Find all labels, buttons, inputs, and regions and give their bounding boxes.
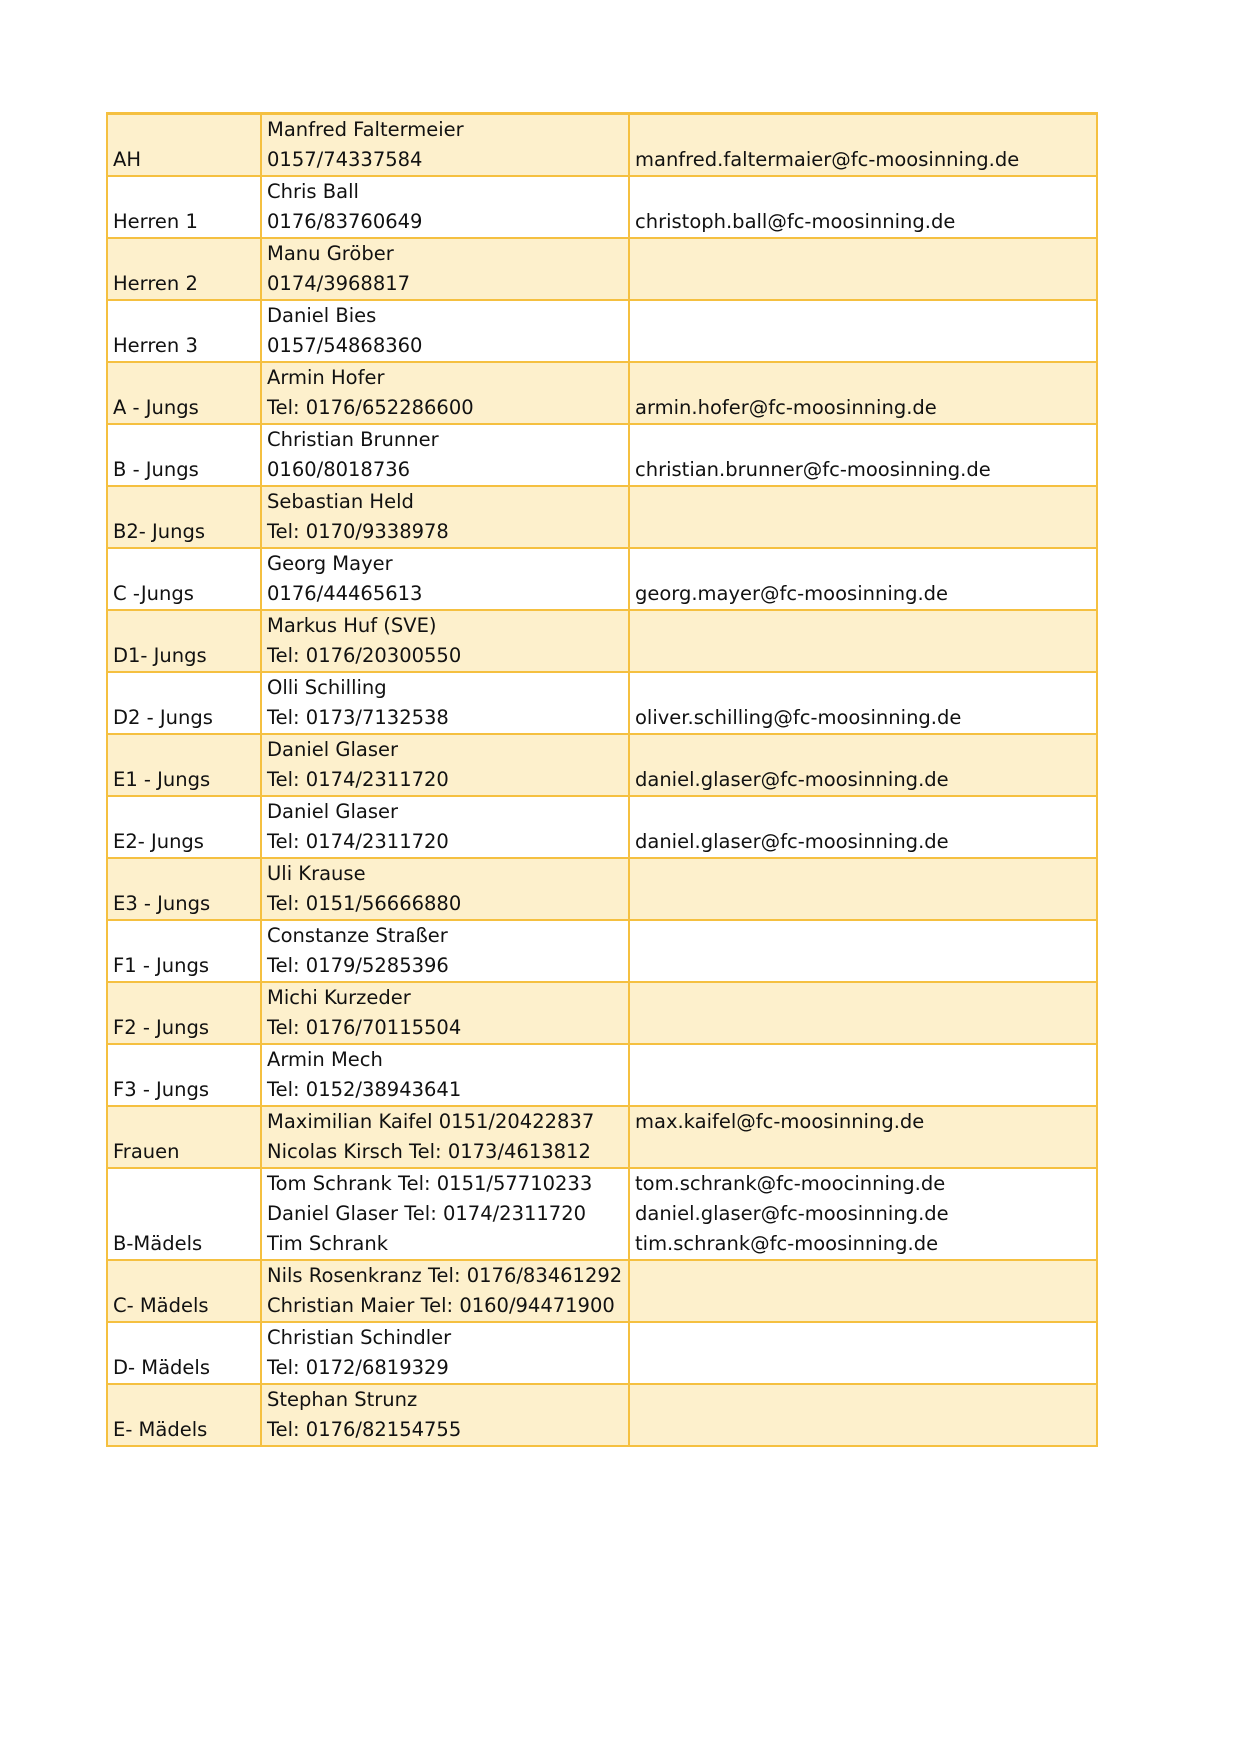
email-line: max.kaifel@fc-moosinning.de xyxy=(635,1110,925,1133)
contact-line: Georg Mayer xyxy=(267,552,393,575)
table-row xyxy=(107,238,1097,300)
email-cell xyxy=(629,920,1097,982)
email-cell xyxy=(629,1168,1097,1260)
contact-cell xyxy=(261,1168,629,1260)
contact-line: Tel: 0179/5285396 xyxy=(267,954,449,977)
contact-cell xyxy=(261,486,629,548)
contact-line: Armin Mech xyxy=(267,1048,383,1071)
email-cell xyxy=(629,176,1097,238)
team-cell: F3 - Jungs xyxy=(107,1044,261,1106)
team-cell: B2- Jungs xyxy=(107,486,261,548)
contact-cell xyxy=(261,362,629,424)
contact-line: Christian Brunner xyxy=(267,428,439,451)
contact-cell xyxy=(261,114,629,177)
contact-line: 0176/44465613 xyxy=(267,582,423,605)
contact-cell xyxy=(261,300,629,362)
email-cell xyxy=(629,610,1097,672)
table-row xyxy=(107,486,1097,548)
team-cell: E- Mädels xyxy=(107,1384,261,1446)
email-cell xyxy=(629,1260,1097,1322)
contact-cell xyxy=(261,1044,629,1106)
email-line: daniel.glaser@fc-moosinning.de xyxy=(635,830,949,853)
email-cell xyxy=(629,1322,1097,1384)
contact-line: Tel: 0152/38943641 xyxy=(267,1078,462,1101)
email-cell xyxy=(629,1044,1097,1106)
team-cell: Herren 1 xyxy=(107,176,261,238)
contact-line: Manu Gröber xyxy=(267,242,394,265)
email-cell xyxy=(629,1106,1097,1168)
team-cell: B-Mädels xyxy=(107,1168,261,1260)
contact-cell xyxy=(261,176,629,238)
email-line: georg.mayer@fc-moosinning.de xyxy=(635,582,949,605)
contact-line: Maximilian Kaifel 0151/20422837 xyxy=(267,1110,595,1133)
contact-line: 0176/83760649 xyxy=(267,210,423,233)
table-row xyxy=(107,858,1097,920)
team-cell: D2 - Jungs xyxy=(107,672,261,734)
contact-cell xyxy=(261,424,629,486)
contact-line: Tel: 0174/2311720 xyxy=(267,768,449,791)
contact-line: Uli Krause xyxy=(267,862,366,885)
contact-cell xyxy=(261,672,629,734)
email-line: christian.brunner@fc-moosinning.de xyxy=(635,458,991,481)
contact-cell xyxy=(261,1322,629,1384)
table-row xyxy=(107,176,1097,238)
contact-table xyxy=(106,112,1098,1447)
email-cell xyxy=(629,486,1097,548)
email-cell xyxy=(629,672,1097,734)
table-row xyxy=(107,362,1097,424)
contact-line: Stephan Strunz xyxy=(267,1388,418,1411)
contact-cell xyxy=(261,548,629,610)
email-line: armin.hofer@fc-moosinning.de xyxy=(635,396,937,419)
contact-line: Nicolas Kirsch Tel: 0173/4613812 xyxy=(267,1140,591,1163)
table-row xyxy=(107,548,1097,610)
contact-cell xyxy=(261,858,629,920)
email-line: daniel.glaser@fc-moosinning.de xyxy=(635,768,949,791)
table-row xyxy=(107,1322,1097,1384)
contact-line: Chris Ball xyxy=(267,180,359,203)
table-row xyxy=(107,920,1097,982)
email-line: christoph.ball@fc-moosinning.de xyxy=(635,210,956,233)
table-row xyxy=(107,300,1097,362)
team-cell: Herren 2 xyxy=(107,238,261,300)
contact-cell xyxy=(261,610,629,672)
table-row xyxy=(107,1044,1097,1106)
table-row xyxy=(107,734,1097,796)
team-cell: B - Jungs xyxy=(107,424,261,486)
team-cell: C -Jungs xyxy=(107,548,261,610)
team-cell: F2 - Jungs xyxy=(107,982,261,1044)
email-cell xyxy=(629,424,1097,486)
contact-line: Tel: 0176/20300550 xyxy=(267,644,462,667)
table-row xyxy=(107,1168,1097,1260)
team-cell: E1 - Jungs xyxy=(107,734,261,796)
contact-line: Tel: 0172/6819329 xyxy=(267,1356,449,1379)
team-cell: D1- Jungs xyxy=(107,610,261,672)
email-line: tom.schrank@fc-moocinning.de xyxy=(635,1172,946,1195)
contact-line: Tel: 0174/2311720 xyxy=(267,830,449,853)
contact-line: Tel: 0176/652286600 xyxy=(267,396,474,419)
contact-cell xyxy=(261,1106,629,1168)
contact-line: Tel: 0176/82154755 xyxy=(267,1418,462,1441)
table-row xyxy=(107,1260,1097,1322)
contact-line: Christian Schindler xyxy=(267,1326,452,1349)
contact-line: Daniel Glaser xyxy=(267,738,399,761)
contact-line: Christian Maier Tel: 0160/94471900 xyxy=(267,1294,615,1317)
contact-line: 0157/54868360 xyxy=(267,334,423,357)
contact-line: Tel: 0151/56666880 xyxy=(267,892,462,915)
table-row xyxy=(107,1384,1097,1446)
email-cell xyxy=(629,114,1097,177)
table-row xyxy=(107,114,1097,177)
contact-cell xyxy=(261,920,629,982)
email-cell xyxy=(629,858,1097,920)
team-cell: A - Jungs xyxy=(107,362,261,424)
contact-line: Olli Schilling xyxy=(267,676,387,699)
email-cell xyxy=(629,238,1097,300)
contact-line: 0157/74337584 xyxy=(267,148,423,171)
contact-cell xyxy=(261,238,629,300)
contact-line: Markus Huf (SVE) xyxy=(267,614,437,637)
contact-cell xyxy=(261,982,629,1044)
contact-line: Daniel Glaser xyxy=(267,800,399,823)
contact-table-body xyxy=(107,114,1097,1447)
email-line xyxy=(635,1137,1091,1167)
table-row xyxy=(107,982,1097,1044)
team-cell: E3 - Jungs xyxy=(107,858,261,920)
table-row xyxy=(107,610,1097,672)
email-cell xyxy=(629,1384,1097,1446)
contact-line: 0174/3968817 xyxy=(267,272,411,295)
email-line: manfred.faltermaier@fc-moosinning.de xyxy=(635,148,1020,171)
contact-line: Sebastian Held xyxy=(267,490,414,513)
contact-line: Tel: 0176/70115504 xyxy=(267,1016,462,1039)
contact-line: Armin Hofer xyxy=(267,366,385,389)
email-cell xyxy=(629,982,1097,1044)
contact-line: Manfred Faltermeier xyxy=(267,118,464,141)
email-line: oliver.schilling@fc-moosinning.de xyxy=(635,706,962,729)
table-row xyxy=(107,424,1097,486)
contact-line: Tom Schrank Tel: 0151/57710233 xyxy=(267,1172,593,1195)
team-cell: F1 - Jungs xyxy=(107,920,261,982)
team-cell: AH xyxy=(107,114,261,177)
email-cell xyxy=(629,362,1097,424)
contact-line: Tim Schrank xyxy=(267,1232,388,1255)
contact-cell xyxy=(261,1260,629,1322)
table-row xyxy=(107,1106,1097,1168)
contact-line: Tel: 0173/7132538 xyxy=(267,706,449,729)
contact-line: Michi Kurzeder xyxy=(267,986,411,1009)
contact-line: Daniel Bies xyxy=(267,304,377,327)
email-cell xyxy=(629,300,1097,362)
contact-cell xyxy=(261,796,629,858)
table-row xyxy=(107,796,1097,858)
email-cell xyxy=(629,548,1097,610)
contact-cell xyxy=(261,734,629,796)
contact-line: Daniel Glaser Tel: 0174/2311720 xyxy=(267,1202,587,1225)
team-cell: D- Mädels xyxy=(107,1322,261,1384)
table-row xyxy=(107,672,1097,734)
email-cell xyxy=(629,734,1097,796)
contact-line: Constanze Straßer xyxy=(267,924,448,947)
email-cell xyxy=(629,796,1097,858)
email-line: tim.schrank@fc-moosinning.de xyxy=(635,1232,939,1255)
team-cell: E2- Jungs xyxy=(107,796,261,858)
email-line: daniel.glaser@fc-moosinning.de xyxy=(635,1202,949,1225)
contact-line: Tel: 0170/9338978 xyxy=(267,520,449,543)
team-cell: C- Mädels xyxy=(107,1260,261,1322)
team-cell: Frauen xyxy=(107,1106,261,1168)
contact-line: Nils Rosenkranz Tel: 0176/83461292 xyxy=(267,1264,623,1287)
contact-line: 0160/8018736 xyxy=(267,458,411,481)
contact-cell xyxy=(261,1384,629,1446)
team-cell: Herren 3 xyxy=(107,300,261,362)
